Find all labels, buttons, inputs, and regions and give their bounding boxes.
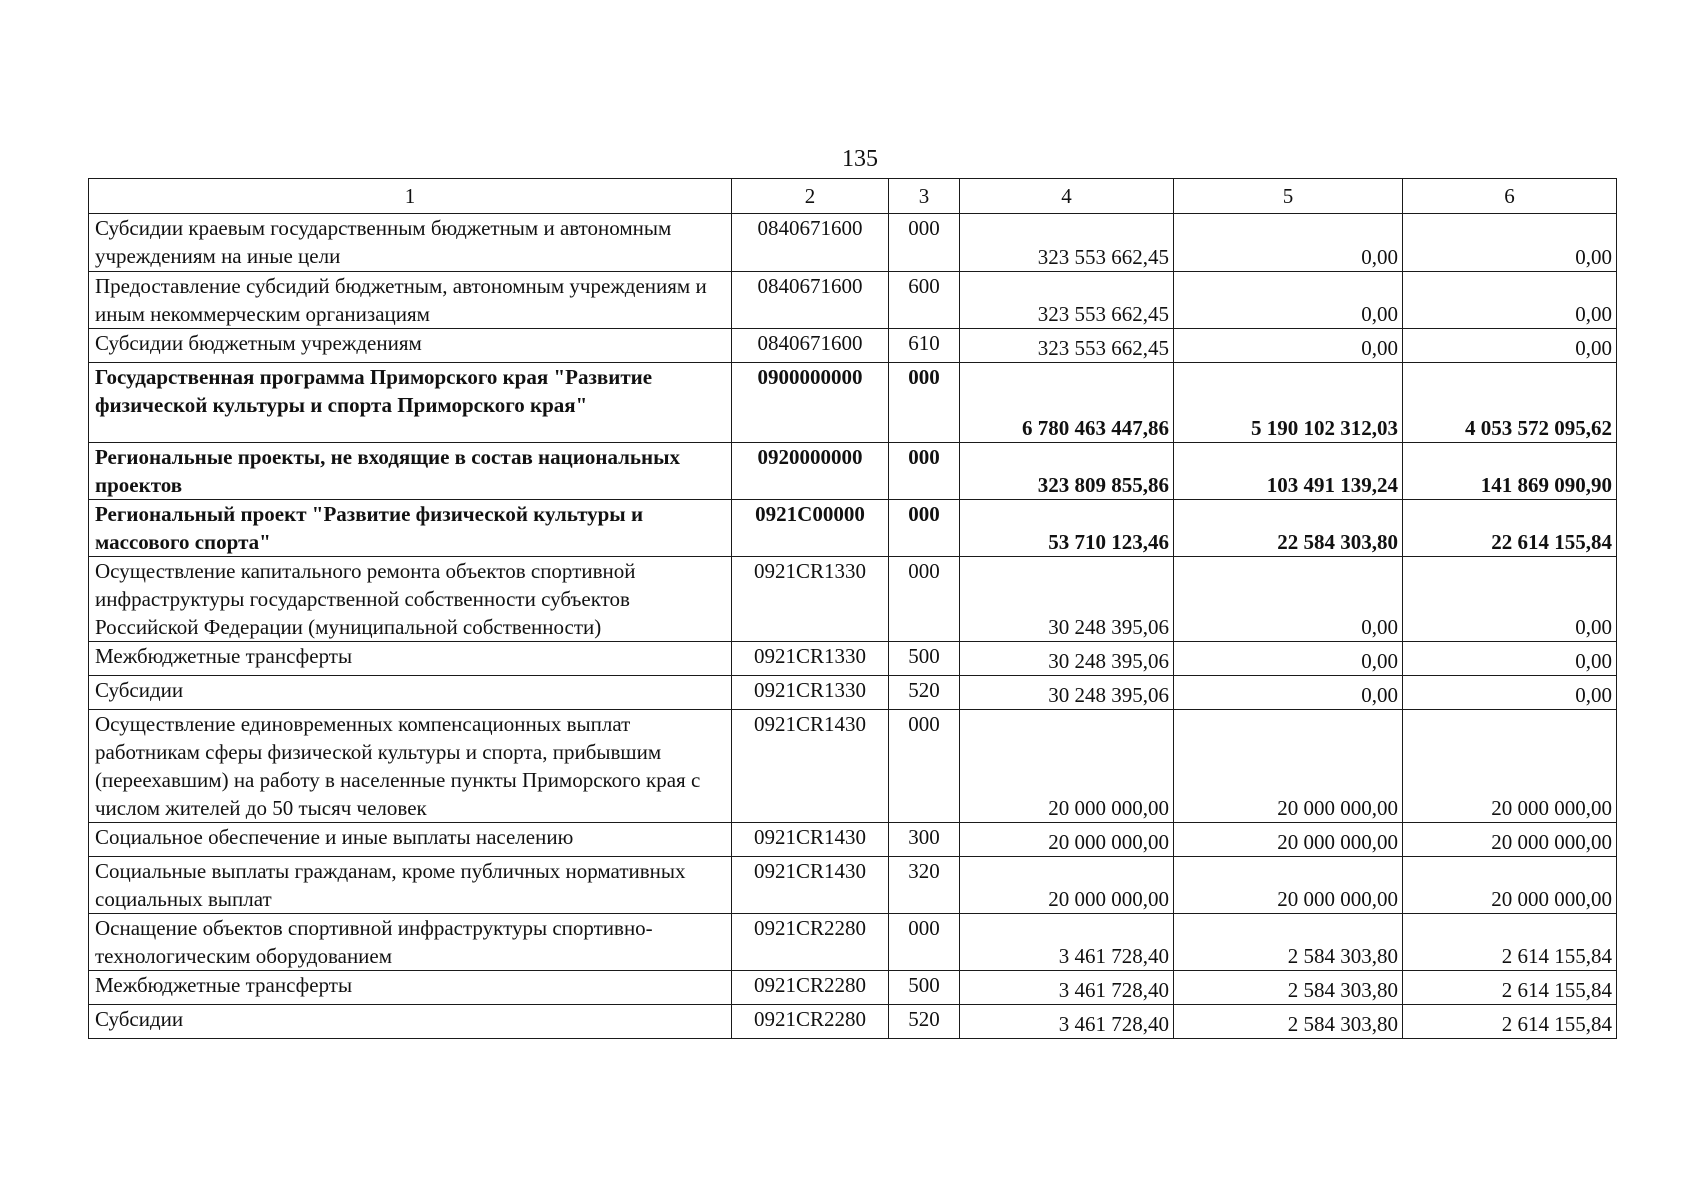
row-value-col6-cell: 20 000 000,00 [1403,710,1617,823]
table-row [89,1005,1617,1039]
row-value-col6-cell: 2 614 155,84 [1403,971,1617,1005]
row-value-col6-cell: 0,00 [1403,272,1617,329]
row-code-cell: 0921CR2280 [732,1005,889,1039]
row-name-cell: Межбюджетные трансферты [89,642,732,676]
page-number: 135 [842,146,878,172]
row-code-cell: 0921CR2280 [732,971,889,1005]
row-name-cell: Межбюджетные трансферты [89,971,732,1005]
row-value-col5-cell: 0,00 [1174,214,1403,272]
row-type-cell: 500 [889,642,960,676]
row-code-cell: 0921CR1330 [732,676,889,710]
row-value-col5-cell: 2 584 303,80 [1174,914,1403,971]
header-cell-3: 3 [889,179,960,214]
row-code-cell: 0921CR2280 [732,914,889,971]
row-type-cell: 000 [889,443,960,500]
table-row [89,443,1617,500]
table-row [89,363,1617,443]
row-name-cell: Социальные выплаты гражданам, кроме публичных нормативных социальных выплат [89,857,732,914]
row-value-col4-cell: 3 461 728,40 [960,914,1174,971]
table-row [89,914,1617,971]
row-value-col5-cell: 20 000 000,00 [1174,823,1403,857]
row-code-cell: 0921CR1330 [732,557,889,642]
row-name-cell: Субсидии краевым государственным бюджетным и автономным учреждениям на иные цели [89,214,732,272]
row-value-col6-cell: 20 000 000,00 [1403,857,1617,914]
row-name-cell: Субсидии [89,676,732,710]
row-value-col4-cell: 20 000 000,00 [960,857,1174,914]
row-value-col4-cell: 323 553 662,45 [960,272,1174,329]
row-value-col4-cell: 6 780 463 447,86 [960,363,1174,443]
row-value-col6-cell: 141 869 090,90 [1403,443,1617,500]
row-value-col4-cell: 3 461 728,40 [960,971,1174,1005]
row-value-col6-cell: 4 053 572 095,62 [1403,363,1617,443]
row-type-cell: 000 [889,500,960,557]
row-type-cell: 520 [889,676,960,710]
table-header-row [89,179,1617,214]
row-value-col4-cell: 323 553 662,45 [960,329,1174,363]
budget-table-body [89,179,1617,1039]
header-cell-2: 2 [732,179,889,214]
row-value-col5-cell: 22 584 303,80 [1174,500,1403,557]
row-type-cell: 000 [889,710,960,823]
row-value-col4-cell: 20 000 000,00 [960,710,1174,823]
row-name-cell: Осуществление единовременных компенсационных выплат работникам сферы физической культуры и спорта, прибывшим (переехавшим) на работу в населенные пункты Приморского края с числом жителей до 50 тысяч человек [89,710,732,823]
row-type-cell: 000 [889,557,960,642]
row-value-col5-cell: 20 000 000,00 [1174,857,1403,914]
table-row [89,329,1617,363]
row-type-cell: 000 [889,914,960,971]
row-name-cell: Региональный проект "Развитие физической культуры и массового спорта" [89,500,732,557]
row-value-col4-cell: 53 710 123,46 [960,500,1174,557]
row-value-col5-cell: 20 000 000,00 [1174,710,1403,823]
row-value-col4-cell: 323 809 855,86 [960,443,1174,500]
header-cell-4: 4 [960,179,1174,214]
table-row [89,710,1617,823]
row-name-cell: Осуществление капитального ремонта объектов спортивной инфраструктуры государственной собственности субъектов Российской Федерации (муниципальной собственности) [89,557,732,642]
row-code-cell: 0921CR1430 [732,823,889,857]
table-row [89,857,1617,914]
row-value-col6-cell: 0,00 [1403,214,1617,272]
row-code-cell: 0840671600 [732,329,889,363]
row-code-cell: 0921CR1330 [732,642,889,676]
table-row [89,500,1617,557]
row-name-cell: Субсидии [89,1005,732,1039]
table-row [89,971,1617,1005]
row-type-cell: 520 [889,1005,960,1039]
row-code-cell: 0840671600 [732,214,889,272]
table-row [89,676,1617,710]
row-value-col4-cell: 30 248 395,06 [960,676,1174,710]
row-code-cell: 0900000000 [732,363,889,443]
row-name-cell: Оснащение объектов спортивной инфраструктуры спортивно-технологическим оборудованием [89,914,732,971]
table-row [89,557,1617,642]
header-cell-5: 5 [1174,179,1403,214]
row-value-col6-cell: 0,00 [1403,557,1617,642]
row-value-col5-cell: 103 491 139,24 [1174,443,1403,500]
row-value-col5-cell: 2 584 303,80 [1174,971,1403,1005]
table-row [89,272,1617,329]
row-code-cell: 0840671600 [732,272,889,329]
row-value-col4-cell: 3 461 728,40 [960,1005,1174,1039]
budget-table [88,178,1617,1039]
header-cell-6: 6 [1403,179,1617,214]
row-name-cell: Социальное обеспечение и иные выплаты населению [89,823,732,857]
table-row [89,823,1617,857]
header-cell-1: 1 [89,179,732,214]
row-value-col5-cell: 0,00 [1174,272,1403,329]
row-value-col5-cell: 0,00 [1174,676,1403,710]
row-value-col5-cell: 5 190 102 312,03 [1174,363,1403,443]
row-type-cell: 610 [889,329,960,363]
row-value-col4-cell: 323 553 662,45 [960,214,1174,272]
row-type-cell: 600 [889,272,960,329]
row-code-cell: 0921CR1430 [732,710,889,823]
row-value-col6-cell: 0,00 [1403,329,1617,363]
row-type-cell: 000 [889,363,960,443]
row-value-col6-cell: 2 614 155,84 [1403,914,1617,971]
row-code-cell: 0920000000 [732,443,889,500]
row-name-cell: Предоставление субсидий бюджетным, автономным учреждениям и иным некоммерческим организациям [89,272,732,329]
row-value-col5-cell: 0,00 [1174,329,1403,363]
row-value-col6-cell: 22 614 155,84 [1403,500,1617,557]
row-value-col4-cell: 20 000 000,00 [960,823,1174,857]
row-value-col5-cell: 2 584 303,80 [1174,1005,1403,1039]
row-value-col4-cell: 30 248 395,06 [960,557,1174,642]
row-name-cell: Региональные проекты, не входящие в состав национальных проектов [89,443,732,500]
table-row [89,642,1617,676]
row-type-cell: 320 [889,857,960,914]
row-value-col6-cell: 20 000 000,00 [1403,823,1617,857]
table-row [89,214,1617,272]
row-name-cell: Субсидии бюджетным учреждениям [89,329,732,363]
row-value-col6-cell: 0,00 [1403,676,1617,710]
row-type-cell: 500 [889,971,960,1005]
row-name-cell: Государственная программа Приморского края "Развитие физической культуры и спорта Приморского края" [89,363,732,443]
row-value-col4-cell: 30 248 395,06 [960,642,1174,676]
row-value-col6-cell: 0,00 [1403,642,1617,676]
row-type-cell: 000 [889,214,960,272]
row-value-col6-cell: 2 614 155,84 [1403,1005,1617,1039]
row-code-cell: 0921С00000 [732,500,889,557]
row-type-cell: 300 [889,823,960,857]
row-value-col5-cell: 0,00 [1174,557,1403,642]
row-value-col5-cell: 0,00 [1174,642,1403,676]
row-code-cell: 0921CR1430 [732,857,889,914]
